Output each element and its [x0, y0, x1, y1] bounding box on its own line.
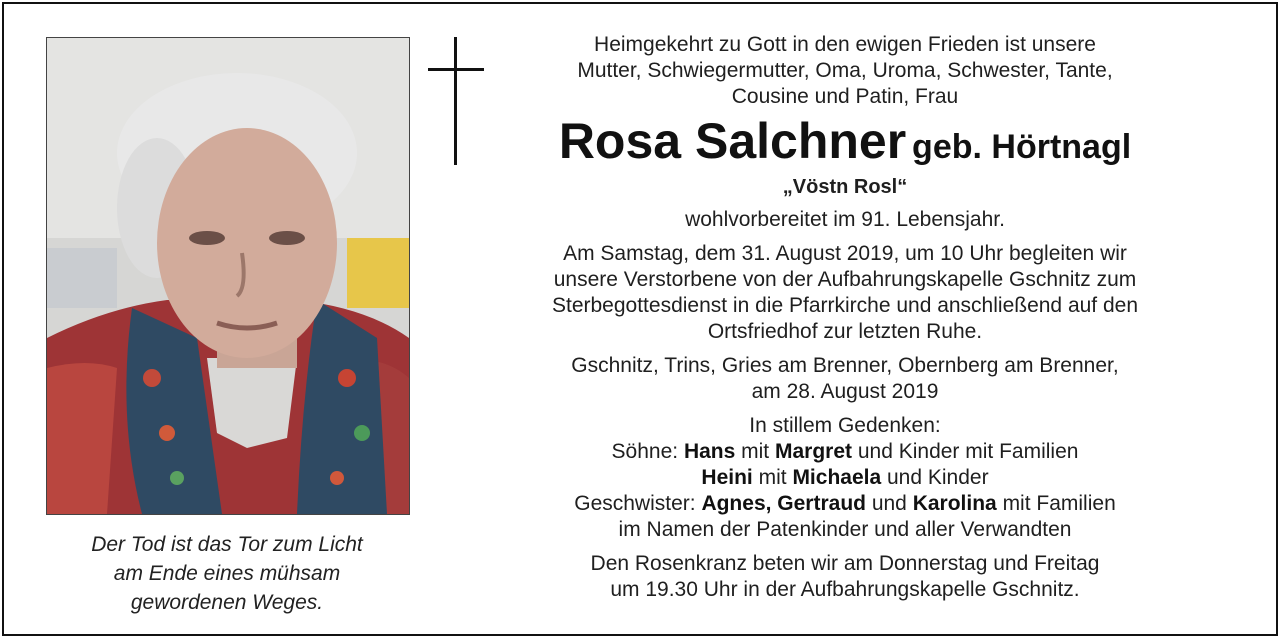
- rosary-line: Den Rosenkranz beten wir am Donnerstag und Freitag: [590, 552, 1100, 575]
- nickname: „Vöstn Rosl“: [782, 176, 908, 198]
- godchildren-line: im Namen der Patenkinder und aller Verwandten: [618, 518, 1072, 541]
- family-text: und Kinder: [881, 466, 989, 489]
- deceased-name: Rosa Salchner: [558, 113, 907, 169]
- maiden-name: geb. Hörtnagl: [912, 128, 1132, 166]
- connector-text: mit: [735, 440, 775, 463]
- obituary-text: [500, 32, 1190, 603]
- funeral-line: unsere Verstorbene von der Aufbahrungskapelle Gschnitz zum: [553, 268, 1137, 291]
- son-name: Hans: [683, 440, 736, 463]
- portrait-photo: [46, 37, 410, 515]
- family-text: und Kinder mit Familien: [852, 440, 1079, 463]
- siblings-label: Geschwister:: [574, 492, 702, 515]
- deceased-name-line: [500, 112, 1190, 181]
- son-name: Heini: [701, 466, 753, 489]
- intro-line: Cousine und Patin, Frau: [731, 85, 959, 108]
- connector-text: und: [865, 492, 913, 515]
- mourners-heading: In stillem Gedenken:: [749, 414, 941, 437]
- memorial-quote: [46, 530, 408, 617]
- intro-line: Mutter, Schwiegermutter, Oma, Uroma, Schwester, Tante,: [577, 59, 1113, 82]
- age-line: wohlvorbereitet im 91. Lebensjahr.: [685, 208, 1005, 231]
- quote-line: gewordenen Weges.: [130, 591, 324, 614]
- place-date-line: am 28. August 2019: [751, 380, 939, 403]
- cross-icon: [428, 37, 484, 165]
- family-text: mit Familien: [996, 492, 1116, 515]
- portrait-image: [47, 38, 409, 514]
- sibling-name: Karolina: [912, 492, 997, 515]
- funeral-line: Am Samstag, dem 31. August 2019, um 10 Uhr begleiten wir: [563, 242, 1127, 265]
- quote-line: Der Tod ist das Tor zum Licht: [91, 533, 363, 556]
- sibling-names: Agnes, Gertraud: [701, 492, 866, 515]
- spouse-name: Michaela: [792, 466, 882, 489]
- sons-label: Söhne:: [611, 440, 684, 463]
- intro-line: Heimgekehrt zu Gott in den ewigen Frieden ist unsere: [594, 33, 1096, 56]
- rosary-line: um 19.30 Uhr in der Aufbahrungskapelle Gschnitz.: [610, 578, 1080, 601]
- spouse-name: Margret: [774, 440, 853, 463]
- siblings-line: [500, 491, 1190, 517]
- funeral-line: Ortsfriedhof zur letzten Ruhe.: [707, 320, 983, 343]
- funeral-line: Sterbegottesdienst in die Pfarrkirche und anschließend auf den: [551, 294, 1139, 317]
- connector-text: mit: [752, 466, 793, 489]
- place-date-line: Gschnitz, Trins, Gries am Brenner, Obernberg am Brenner,: [571, 354, 1119, 377]
- quote-line: am Ende eines mühsam: [113, 562, 341, 585]
- sons-line: [500, 439, 1190, 465]
- sons-line: [500, 465, 1190, 491]
